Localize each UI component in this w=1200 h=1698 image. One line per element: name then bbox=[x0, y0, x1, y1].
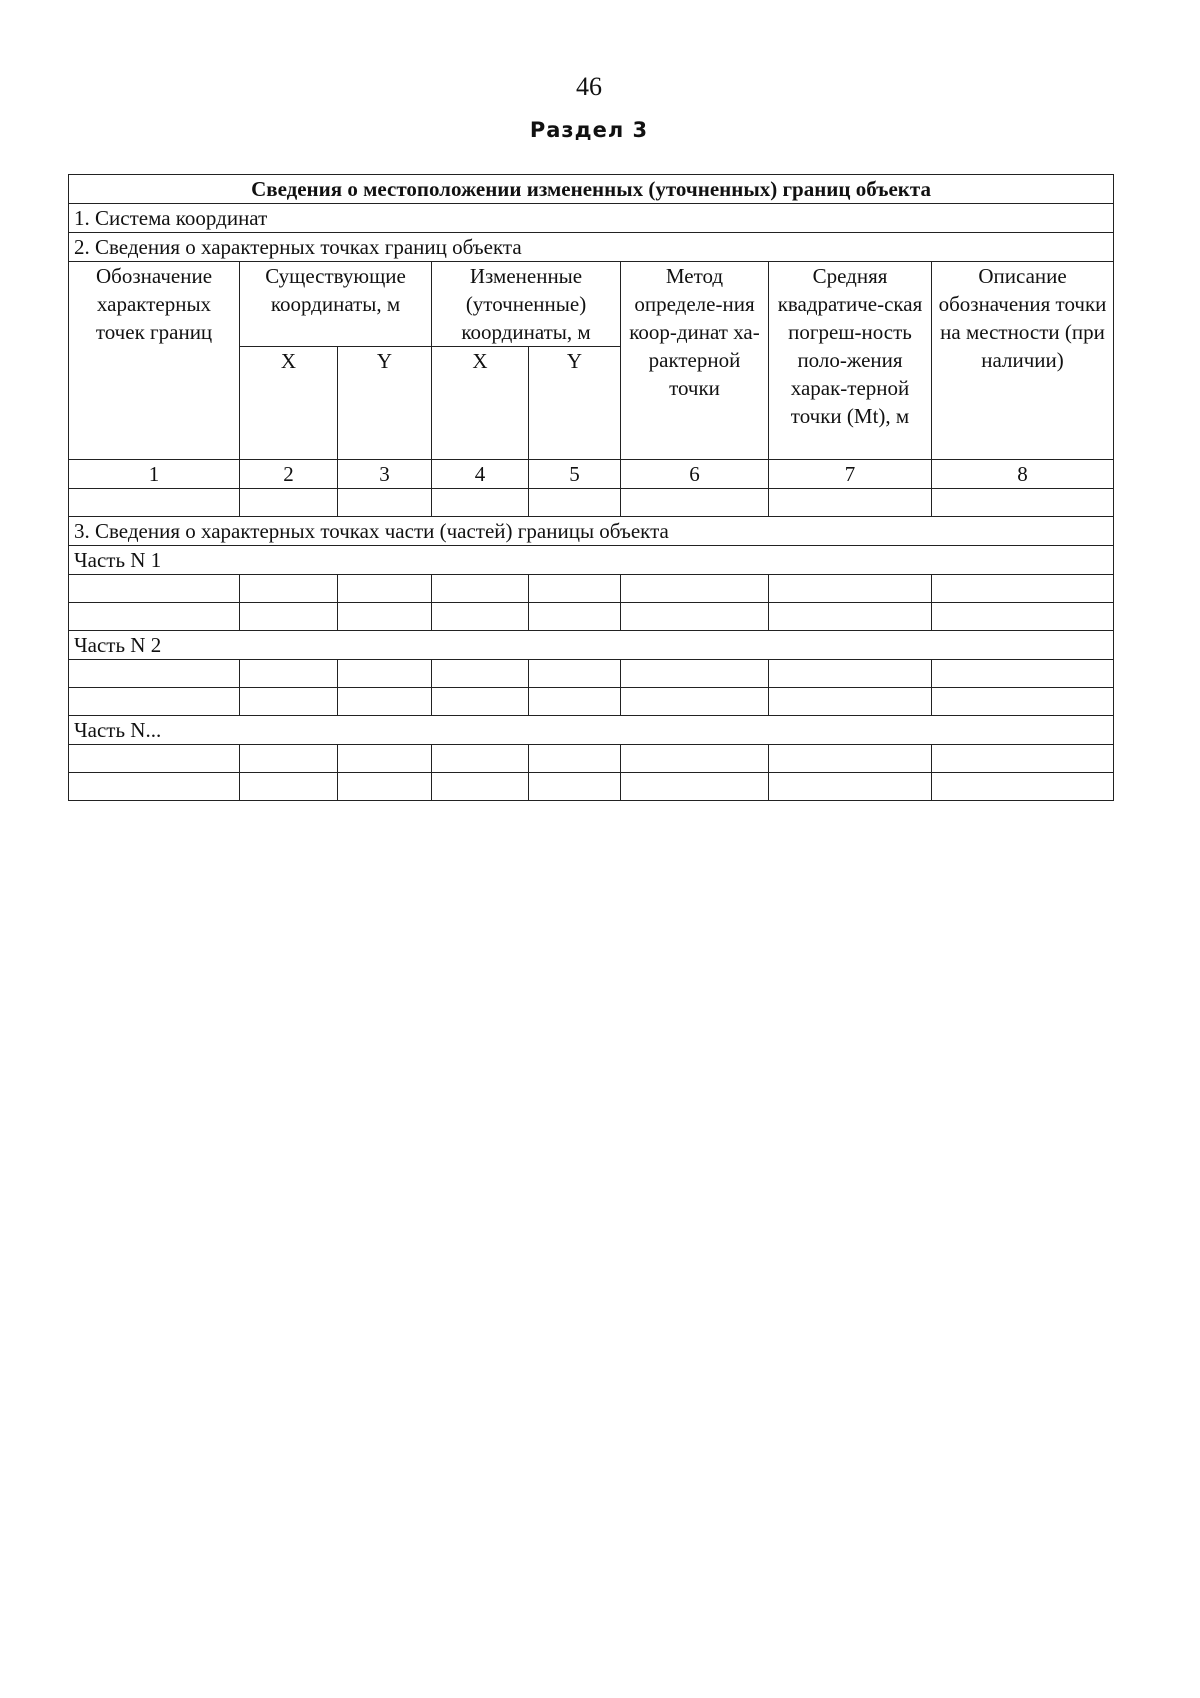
column-number: 3 bbox=[338, 460, 432, 489]
header-mean-square-error: Средняя квадратиче-ская погреш-ность поло-жения харак-терной точки (Mt), м bbox=[769, 262, 932, 460]
coordinate-system-row: 1. Система координат bbox=[69, 204, 1114, 233]
header-changed-y: Y bbox=[529, 347, 621, 460]
column-number: 5 bbox=[529, 460, 621, 489]
boundary-points-table bbox=[68, 174, 1114, 801]
table-caption: Сведения о местоположении измененных (уточненных) границ объекта bbox=[69, 175, 1114, 204]
empty-data-row bbox=[69, 773, 1114, 801]
header-changed-coordinates: Измененные (уточненные) координаты, м bbox=[432, 262, 621, 347]
part-label: Часть N... bbox=[69, 716, 1114, 745]
header-point-designation: Обозначение характерных точек границ bbox=[69, 262, 240, 460]
column-number: 6 bbox=[621, 460, 769, 489]
boundary-points-row: 2. Сведения о характерных точках границ объекта bbox=[69, 233, 1114, 262]
empty-data-row bbox=[69, 489, 1114, 517]
column-number: 8 bbox=[932, 460, 1114, 489]
part-label: Часть N 1 bbox=[69, 546, 1114, 575]
empty-data-row bbox=[69, 575, 1114, 603]
column-numbers-row bbox=[69, 460, 1114, 489]
empty-data-row bbox=[69, 745, 1114, 773]
page-number: 46 bbox=[576, 72, 602, 101]
empty-data-row bbox=[69, 603, 1114, 631]
header-existing-y: Y bbox=[338, 347, 432, 460]
header-point-description: Описание обозначения точки на местности (при наличии) bbox=[932, 262, 1114, 460]
part-points-row: 3. Сведения о характерных точках части (частей) границы объекта bbox=[69, 517, 1114, 546]
column-number: 1 bbox=[69, 460, 240, 489]
section-title: Раздел 3 bbox=[529, 118, 649, 142]
empty-data-row bbox=[69, 688, 1114, 716]
header-existing-x: X bbox=[240, 347, 338, 460]
part-label: Часть N 2 bbox=[69, 631, 1114, 660]
column-number: 4 bbox=[432, 460, 529, 489]
empty-data-row bbox=[69, 660, 1114, 688]
header-method: Метод определе-ния коор-динат ха-рактерной точки bbox=[621, 262, 769, 460]
header-changed-x: X bbox=[432, 347, 529, 460]
header-existing-coordinates: Существующие координаты, м bbox=[240, 262, 432, 347]
column-number: 2 bbox=[240, 460, 338, 489]
column-number: 7 bbox=[769, 460, 932, 489]
